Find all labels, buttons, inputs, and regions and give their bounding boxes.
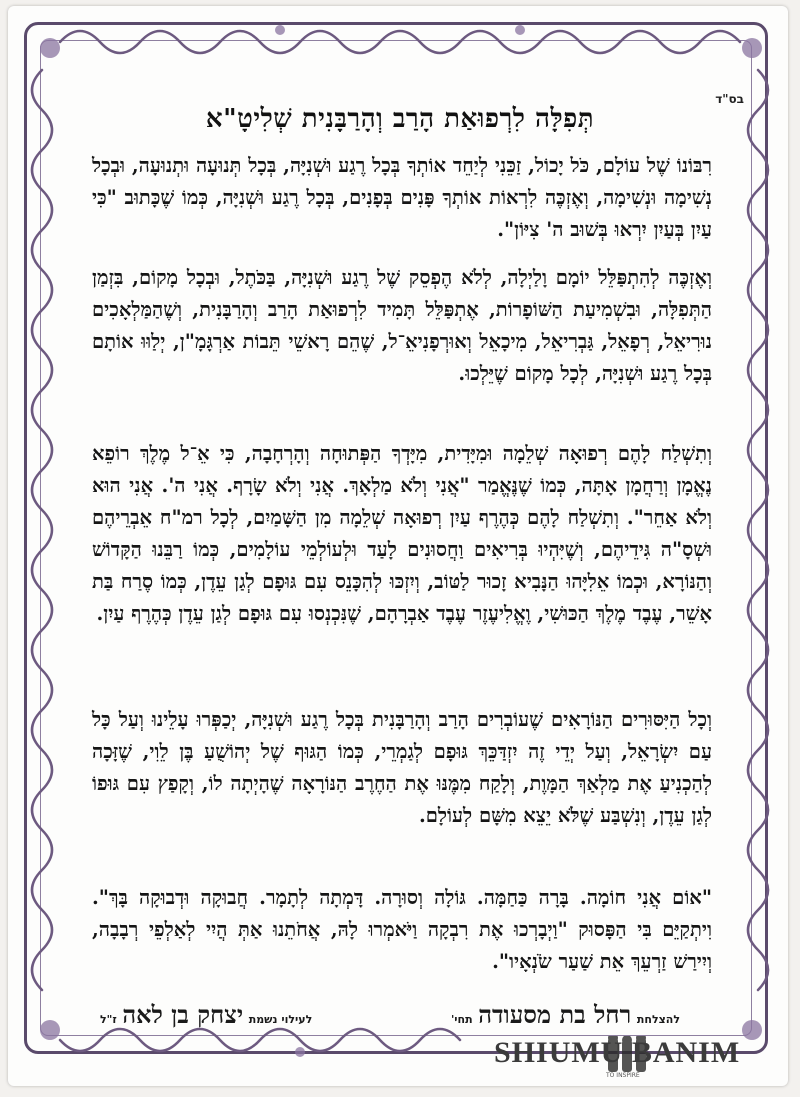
dedication-success [451,1000,680,1030]
prayer-paragraph-1: רִבּוֹנוֹ שֶׁל עוֹלָם, כֹּל יָכוֹל, זַכֵּנִי לְיַחֵד אוֹתְךָ בְּכָל רֶגַע וּשְׁנִיָּה, בְּכָל תְּנוּעָה וּתְנוּעָה, וּבְכָל נְשִׁימָה וּנְשִׁימָה, וְאֶזְכֶּה לִרְאוֹת אוֹתְךָ פָּנִים בְּפָנִים, בְּכָל רֶגַע וּשְׁנִיָּה, כְּמוֹ שֶׁכָּתוּב "כִּי עַיִן בְּעַיִן יִרְאוּ בְּשׁוּב ה' צִיּוֹן". [92,154,712,241]
dedication-success-name: רחל בת מסעודה [478,1000,632,1029]
prayer-paragraph-3: וְתִשְׁלַח לָהֶם רְפוּאָה שְׁלֵמָה וּמִיָּדִית, מִיָּדְךָ הַפְּתוּחָה וְהָרְחָבָה, כִּי אֵ־ל מֶלֶךְ רוֹפֵא נֶאֱמָן וְרַחֲמָן אָתָּה, כְּמוֹ שֶׁנֶּאֱמַר "אֲנִי וְלֹא מַלְאָךְ. אֲנִי וְלֹא שָׂרָף. אֲנִי ה'. אֲנִי הוּא וְלֹא אַחֵר". וְתִשְׁלַח לָהֶם כְּהֶרֶף עַיִן רְפוּאָה שְׁלֵמָה מִן הַשָּׁמַיִם, לְכָל רמ"ח אֵבְרֵיהֶם וּשְׁסָ"ה גִּידֵיהֶם, וְשֶׁיִּהְיוּ בְּרִיאִים וַחֲסוּנִים לָעַד וּלְעוֹלְמֵי עוֹלָמִים, כְּמוֹ רַבֵּנוּ הַקָּדוֹשׁ וְהַנּוֹרָא, וּכְמוֹ אֵלִיָּהוּ הַנָּבִיא זָכוּר לַטּוֹב, וְיִזְכּוּ לְהִכָּנֵס עִם גּוּפָם לְגַן עֵדֶן, כְּמוֹ סֶרַח בַּת אָשֵׁר, עֶבֶד מֶלֶךְ הַכּוּשִׁי, וֶאֱלִיעֶזֶר עֶבֶד אַבְרָהָם, שֶׁנִּכְנְסוּ עִם גּוּפָם לְגַן עֵדֶן כְּהֶרֶף עַיִן. [92,442,712,625]
watermark-logo-text: SHIUMU BANIM [494,1036,741,1069]
dedication-success-label: להצלחת [636,1013,680,1026]
dedication-memorial-name: יצחק בן לאה [122,1000,244,1029]
prayer-paragraph-5: "אוֹם אֲנִי חוֹמָה. בָּרָה כַּחַמָּה. גּוֹלָה וְסוּרָה. דָּמְתָה לְתָמָר. חֲבוּקָה וּדְבוּקָה בָּךְ". וִיתְקַיֵּם בִּי הַפָּסוּק "וַיְבָרְכוּ אֶת רִבְקָה וַיֹּאמְרוּ לָהּ, אֲחֹתֵנוּ אַתְּ הֲיִי לְאַלְפֵי רְבָבָה, וְיִירַשׁ זַרְעֵךְ אֵת שַׁעַר שֹׂנְאָיו". [92,886,712,973]
dedication-memorial [100,1000,312,1030]
prayer-paragraph-4: וְכָל הַיִּסּוּרִים הַנּוֹרָאִים שֶׁעוֹבְרִים הָרַב וְהָרַבָּנִית בְּכָל רֶגַע וּשְׁנִיָּה, יְכַפְּרוּ עָלֵינוּ וְעַל כָּל עַם יִשְׂרָאֵל, וְעַל יְדֵי זֶה יִזְדַּכֵּךְ גּוּפָם לְגַמְרֵי, כְּמוֹ הַגּוּף שֶׁל יְהוֹשֻׁעַ בֶּן לֵוִי, שֶׁזָּכָה לְהַכְנִיעַ אֶת מַלְאַךְ הַמָּוֶת, וְלָקַח מִמֶּנּוּ אֶת הַחֶרֶב הַנּוֹרָאָה שֶׁהָיְתָה לוֹ, וְקָפַץ עִם גּוּפוֹ לְגַן עֵדֶן, וְנִשְׁבַּע שֶׁלֹּא יֵצֵא מִשָּׁם לְעוֹלָם. [92,708,712,827]
dedication-memorial-suffix: ז"ל [100,1013,117,1026]
page-title: תְּפִלָּה לִרְפוּאַת הָרַב וְהָרַבָּנִית שְׁלִיטָ"א [205,104,595,134]
prayer-paragraph-2: וְאֶזְכֶּה לְהִתְפַּלֵּל יוֹמָם וָלַיְלָה, לְלֹא הֶפְסֵק שֶׁל רֶגַע וּשְׁנִיָּה, בַּכֹּתֶל, וּבְכָל מָקוֹם, בִּזְמַן הַתְּפִלָּה, וּבִשְׁמִיעַת הַשּׁוֹפָרוֹת, אֶתְפַּלֵּל תָּמִיד לִרְפוּאַת הָרַב וְהָרַבָּנִית, וְשֶׁהַמַּלְאָכִים נוּרִיאֵל, רְפָאֵל, גַּבְרִיאֵל, מִיכָאֵל וְאוּרְפָנִיאֵ־ל, שֶׁהֵם רָאשֵׁי תֵּבוֹת אַרְגָּמָ"ן, יְלַוּוּ אוֹתָם בְּכָל רֶגַע וּשְׁנִיָּה, לְכָל מָקוֹם שֶׁיֵּלְכוּ. [92,266,712,385]
dedication-success-suffix: תחי' [450,1013,473,1026]
dedication-memorial-label: לעילוי נשמת [248,1013,313,1026]
watermark-logo-subtext: TO INSPIRE [606,1072,640,1079]
bsd-header: בס"ד [715,92,744,106]
